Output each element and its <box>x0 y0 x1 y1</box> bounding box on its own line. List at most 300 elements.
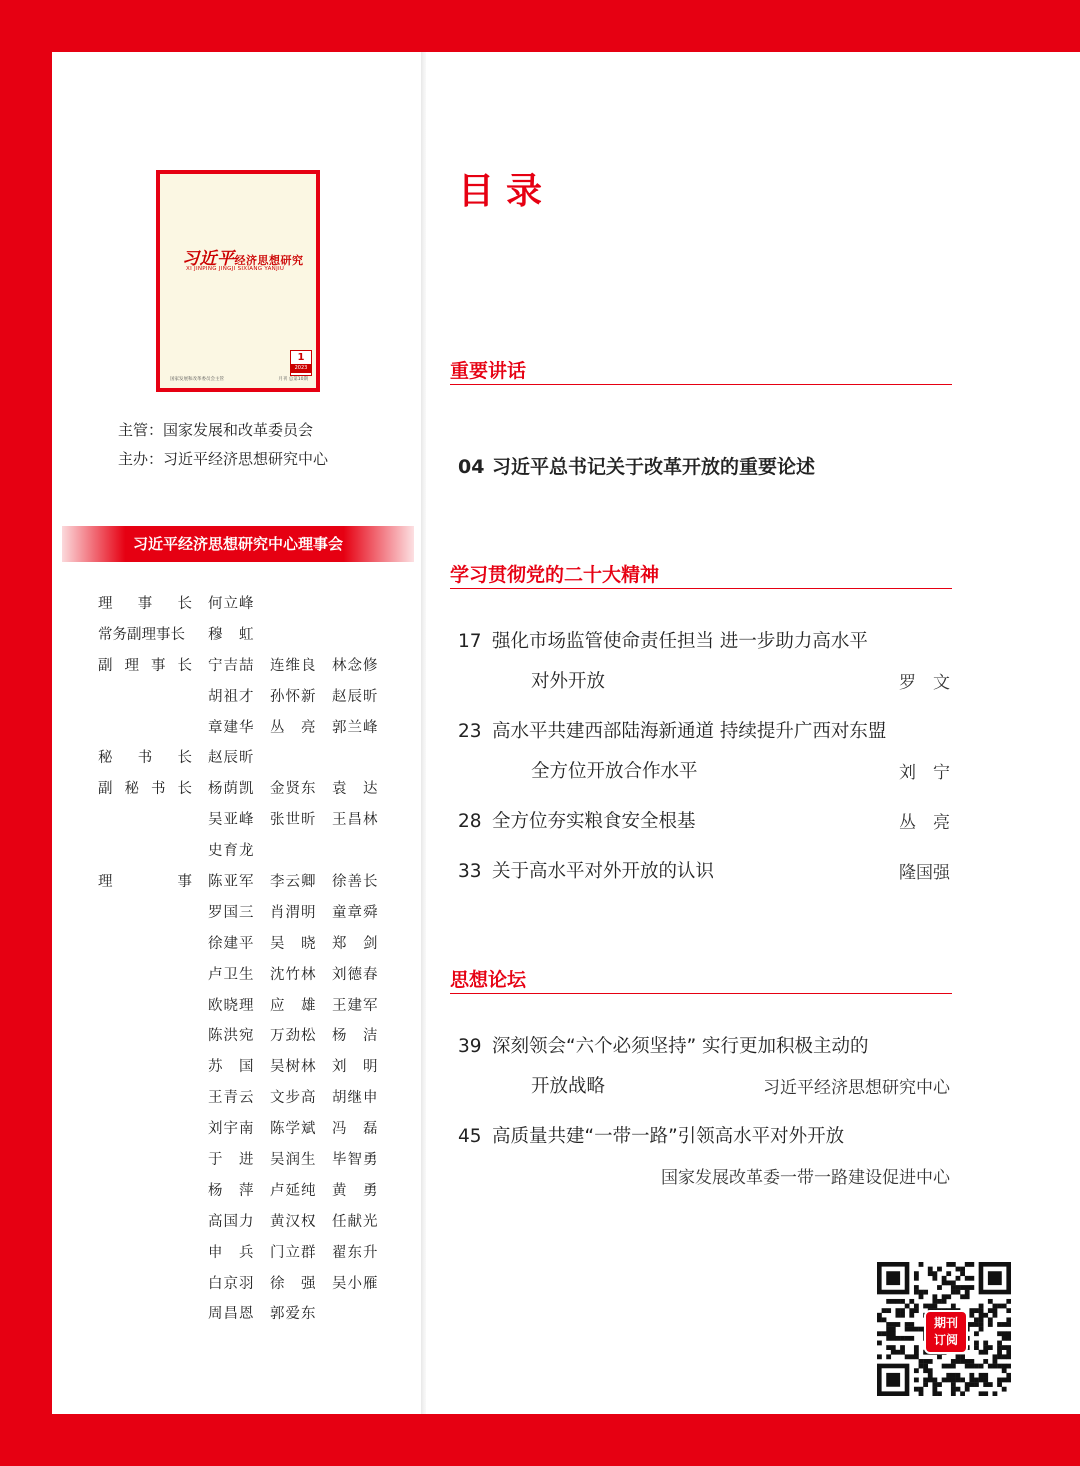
council-member-name: 陈学斌 <box>270 1121 317 1138</box>
toc-entry[interactable] <box>458 857 714 883</box>
council-row <box>98 1296 418 1327</box>
qr-module <box>882 1317 887 1322</box>
role-title-char: 长 <box>177 750 192 767</box>
role-title-char: 秘 <box>124 781 139 798</box>
qr-module <box>965 1382 970 1387</box>
qr-module <box>919 1290 924 1295</box>
council-row <box>98 1049 418 1080</box>
role-title-char: 事 <box>151 657 166 674</box>
council-member-name: 翟东升 <box>332 1244 379 1261</box>
qr-module <box>914 1304 919 1309</box>
qr-module <box>886 1327 891 1332</box>
qr-module <box>946 1373 951 1378</box>
toc-page-number: 04 <box>458 456 485 478</box>
qr-module <box>983 1382 988 1387</box>
qr-module <box>997 1331 1002 1336</box>
qr-module <box>946 1364 951 1369</box>
council-member-name: 郑 剑 <box>332 935 379 952</box>
qr-module <box>919 1262 924 1267</box>
qr-module <box>886 1336 891 1341</box>
qr-module <box>983 1391 988 1396</box>
qr-module <box>965 1262 970 1267</box>
qr-module <box>969 1378 974 1383</box>
qr-module <box>923 1359 928 1364</box>
toc-entry-title: 高水平共建西部陆海新通道 持续提升广西对东盟 <box>492 721 887 742</box>
qr-module <box>974 1317 979 1322</box>
qr-module <box>951 1387 956 1392</box>
qr-module <box>1006 1354 1011 1359</box>
qr-module <box>983 1313 988 1318</box>
council-member-name: 李云卿 <box>270 874 317 891</box>
council-role-title <box>98 592 192 613</box>
qr-module <box>909 1313 914 1318</box>
toc-page-number: 45 <box>458 1126 482 1147</box>
council-row <box>98 1080 418 1111</box>
council-member-name: 卢延纯 <box>270 1182 317 1199</box>
qr-module <box>886 1331 891 1336</box>
cover-issue-number: 1 <box>297 352 305 363</box>
qr-module <box>965 1285 970 1290</box>
qr-module <box>891 1336 896 1341</box>
qr-module <box>951 1285 956 1290</box>
council-member-name: 赵辰昕 <box>208 750 255 767</box>
council-member-name: 白京羽 <box>208 1275 255 1292</box>
qr-module <box>914 1290 919 1295</box>
cover-footer-right: 月刊 总第10期 <box>278 377 308 382</box>
council-row <box>98 1142 418 1173</box>
qr-module <box>928 1378 933 1383</box>
qr-module <box>951 1290 956 1295</box>
toc-entry-title: 深刻领会“六个必须坚持” 实行更加积极主动的 <box>492 1036 869 1057</box>
council-role-title <box>98 870 192 891</box>
qr-module <box>1002 1336 1007 1341</box>
qr-module <box>900 1308 905 1313</box>
qr-module <box>983 1373 988 1378</box>
council-member-name: 王昌林 <box>332 812 379 829</box>
toc-entry-title: 强化市场监管使命责任担当 进一步助力高水平 <box>492 631 868 652</box>
qr-module <box>900 1350 905 1355</box>
qr-module <box>974 1341 979 1346</box>
qr-module <box>895 1308 900 1313</box>
qr-module <box>1006 1373 1011 1378</box>
council-role-title <box>98 746 192 767</box>
council-member-name: 郭兰峰 <box>332 719 379 736</box>
council-member-name: 苏 国 <box>208 1059 255 1076</box>
qr-module <box>951 1304 956 1309</box>
qr-module <box>974 1364 979 1369</box>
qr-module <box>1006 1317 1011 1322</box>
council-member-name: 毕智勇 <box>332 1152 379 1169</box>
role-title-char: 秘 <box>98 750 113 767</box>
qr-module <box>979 1313 984 1318</box>
role-title-char: 书 <box>151 781 166 798</box>
qr-module <box>969 1262 974 1267</box>
organizer-text: 主办：习近平经济思想研究中心 <box>118 450 329 468</box>
qr-module <box>997 1364 1002 1369</box>
qr-module <box>886 1299 891 1304</box>
qr-module <box>946 1378 951 1383</box>
qr-module <box>965 1359 970 1364</box>
council-member-name: 任献光 <box>332 1213 379 1230</box>
role-title-char: 事 <box>137 596 153 612</box>
qr-module <box>905 1336 910 1341</box>
qr-module <box>932 1299 937 1304</box>
qr-module <box>891 1327 896 1332</box>
toc-author: 国家发展改革委一带一路建设促进中心 <box>661 1168 950 1188</box>
council-member-name: 申 兵 <box>208 1244 255 1261</box>
role-title-char: 理 <box>124 657 139 674</box>
council-member-name: 刘德春 <box>332 966 379 983</box>
qr-module <box>988 1308 993 1313</box>
qr-module <box>877 1331 882 1336</box>
qr-module <box>928 1271 933 1276</box>
qr-module <box>969 1373 974 1378</box>
qr-module <box>932 1378 937 1383</box>
qr-module <box>1006 1308 1011 1313</box>
qr-module <box>993 1304 998 1309</box>
qr-module <box>923 1290 928 1295</box>
qr-module <box>914 1354 919 1359</box>
qr-module <box>1006 1364 1011 1369</box>
role-title-char: 副 <box>98 781 113 798</box>
qr-module <box>932 1382 937 1387</box>
council-member-name: 史育龙 <box>208 843 255 860</box>
magazine-cover[interactable] <box>156 170 320 392</box>
cover-title-script: 习近平 <box>182 249 235 269</box>
qr-finder <box>886 1373 900 1387</box>
qr-module <box>983 1350 988 1355</box>
cover-issue-year: 2023 <box>291 364 311 373</box>
qr-module <box>1006 1378 1011 1383</box>
qr-module <box>969 1313 974 1318</box>
qr-module <box>909 1322 914 1327</box>
council-role-title <box>98 654 192 675</box>
subscribe-qr-code[interactable] <box>877 1262 1011 1396</box>
qr-module <box>905 1327 910 1332</box>
toc-page-number: 28 <box>458 811 482 832</box>
qr-module <box>942 1280 947 1285</box>
role-title-char: 副 <box>98 657 113 674</box>
toc-entry[interactable] <box>458 452 815 479</box>
toc-entry-continuation[interactable]: 对外开放 <box>531 671 606 692</box>
qr-module <box>974 1378 979 1383</box>
qr-module <box>895 1350 900 1355</box>
qr-module <box>983 1359 988 1364</box>
qr-module <box>997 1345 1002 1350</box>
qr-module <box>900 1313 905 1318</box>
council-member-name: 宁吉喆 <box>208 657 255 674</box>
qr-module <box>895 1313 900 1318</box>
qr-module <box>1002 1322 1007 1327</box>
qr-module <box>951 1391 956 1396</box>
qr-module <box>997 1341 1002 1346</box>
qr-module <box>993 1313 998 1318</box>
qr-module <box>997 1382 1002 1387</box>
qr-module <box>1006 1299 1011 1304</box>
qr-module <box>951 1373 956 1378</box>
toc-entry[interactable] <box>458 1122 844 1148</box>
council-member-name: 孙怀新 <box>270 688 317 705</box>
qr-module <box>877 1317 882 1322</box>
qr-module <box>969 1308 974 1313</box>
qr-module <box>993 1308 998 1313</box>
qr-module <box>956 1354 961 1359</box>
qr-module <box>965 1387 970 1392</box>
qr-module <box>909 1354 914 1359</box>
qr-module <box>914 1350 919 1355</box>
qr-module <box>932 1304 937 1309</box>
section-heading-important-speech: 重要讲话 <box>450 358 952 385</box>
council-member-name: 万劲松 <box>270 1028 317 1045</box>
qr-module <box>886 1308 891 1313</box>
qr-module <box>1006 1331 1011 1336</box>
qr-module <box>919 1391 924 1396</box>
council-member-name: 高国力 <box>208 1213 255 1230</box>
council-member-name: 金贤东 <box>270 781 317 798</box>
qr-module <box>886 1354 891 1359</box>
qr-module <box>914 1308 919 1313</box>
toc-entry[interactable] <box>458 717 886 743</box>
role-title-char: 常务副理事长 <box>98 626 185 643</box>
council-row <box>98 1018 418 1049</box>
toc-entry[interactable] <box>458 627 868 653</box>
qr-module <box>932 1271 937 1276</box>
qr-finder <box>886 1271 900 1285</box>
qr-module <box>969 1364 974 1369</box>
council-row <box>98 957 418 988</box>
qr-module <box>969 1359 974 1364</box>
council-row <box>98 740 418 771</box>
qr-module <box>877 1354 882 1359</box>
qr-module <box>923 1368 928 1373</box>
supervisor-text: 主管：国家发展和改革委员会 <box>118 421 314 439</box>
qr-module <box>979 1304 984 1309</box>
qr-module <box>919 1387 924 1392</box>
badge-line2: 订阅 <box>933 1333 958 1347</box>
qr-module <box>988 1322 993 1327</box>
role-title-char: 长 <box>177 596 192 612</box>
qr-module <box>937 1299 942 1304</box>
qr-module <box>942 1294 947 1299</box>
qr-module <box>951 1364 956 1369</box>
council-member-name: 郭爱东 <box>270 1306 317 1323</box>
qr-module <box>1002 1364 1007 1369</box>
qr-module <box>997 1378 1002 1383</box>
qr-module <box>979 1322 984 1327</box>
council-member-name: 于 进 <box>208 1152 255 1169</box>
qr-module <box>900 1336 905 1341</box>
qr-module <box>997 1304 1002 1309</box>
qr-module <box>965 1364 970 1369</box>
qr-module <box>1006 1350 1011 1355</box>
qr-module <box>983 1378 988 1383</box>
council-member-name: 欧晓理 <box>208 997 255 1014</box>
qr-module <box>951 1262 956 1267</box>
qr-module <box>997 1354 1002 1359</box>
cover-footer-left: 国家发展和改革委员会主管 <box>170 377 224 382</box>
council-member-name: 王青云 <box>208 1090 255 1107</box>
qr-module <box>882 1308 887 1313</box>
qr-module <box>946 1262 951 1267</box>
toc-author: 习近平经济思想研究中心 <box>763 1078 950 1098</box>
role-title-char: 书 <box>137 750 153 767</box>
toc-page-number: 33 <box>458 861 482 882</box>
qr-module <box>979 1364 984 1369</box>
toc-entry[interactable] <box>458 807 696 833</box>
council-member-name: 连维良 <box>270 657 317 674</box>
qr-module <box>928 1373 933 1378</box>
council-member-name: 肖渭明 <box>270 904 317 921</box>
qr-module <box>956 1373 961 1378</box>
council-row <box>98 988 418 1019</box>
qr-module <box>914 1285 919 1290</box>
qr-module <box>965 1276 970 1281</box>
qr-module <box>909 1308 914 1313</box>
council-member-name: 杨 萍 <box>208 1182 255 1199</box>
qr-module <box>905 1304 910 1309</box>
qr-module <box>951 1382 956 1387</box>
council-member-name: 童章舜 <box>332 904 379 921</box>
toc-author: 罗 文 <box>899 673 950 693</box>
qr-module <box>988 1299 993 1304</box>
qr-module <box>919 1294 924 1299</box>
qr-module <box>928 1368 933 1373</box>
council-member-name: 应 雄 <box>270 997 317 1014</box>
council-row <box>98 648 418 679</box>
council-member-name: 吴润生 <box>270 1152 317 1169</box>
qr-module <box>914 1327 919 1332</box>
qr-module <box>891 1331 896 1336</box>
qr-module <box>960 1267 965 1272</box>
qr-module <box>979 1378 984 1383</box>
qr-module <box>909 1299 914 1304</box>
qr-module <box>956 1359 961 1364</box>
cover-issue-badge <box>290 350 312 376</box>
qr-module <box>937 1354 942 1359</box>
section-heading-thought-forum: 思想论坛 <box>450 967 952 994</box>
qr-module <box>932 1294 937 1299</box>
qr-module <box>988 1345 993 1350</box>
qr-module <box>983 1345 988 1350</box>
qr-module <box>895 1336 900 1341</box>
toc-author: 隆国强 <box>899 863 950 883</box>
qr-module <box>946 1271 951 1276</box>
qr-module <box>923 1304 928 1309</box>
qr-module <box>914 1345 919 1350</box>
role-title-char: 事 <box>177 874 192 891</box>
council-row <box>98 710 418 741</box>
qr-module <box>979 1317 984 1322</box>
qr-module <box>891 1322 896 1327</box>
qr-module <box>900 1345 905 1350</box>
qr-module <box>951 1359 956 1364</box>
council-member-name: 冯 磊 <box>332 1121 379 1138</box>
toc-entry-title: 关于高水平对外开放的认识 <box>492 861 715 882</box>
toc-page-number: 23 <box>458 721 482 742</box>
qr-module <box>895 1322 900 1327</box>
council-row <box>98 926 418 957</box>
council-member-name: 刘宇南 <box>208 1121 255 1138</box>
qr-module <box>960 1391 965 1396</box>
qr-module <box>951 1280 956 1285</box>
council-member-name: 穆 虹 <box>208 626 255 643</box>
qr-module <box>877 1313 882 1318</box>
toc-page-number: 39 <box>458 1036 482 1057</box>
qr-module <box>974 1345 979 1350</box>
toc-page-number: 17 <box>458 631 482 652</box>
qr-module <box>979 1308 984 1313</box>
council-member-name: 黄 勇 <box>332 1182 379 1199</box>
qr-module <box>932 1276 937 1281</box>
qr-module <box>1002 1378 1007 1383</box>
council-row <box>98 833 418 864</box>
council-row <box>98 895 418 926</box>
qr-module <box>946 1280 951 1285</box>
council-row <box>98 864 418 895</box>
council-member-name: 沈竹林 <box>270 966 317 983</box>
council-row <box>98 617 418 648</box>
qr-module <box>965 1294 970 1299</box>
subscribe-badge <box>924 1310 968 1354</box>
qr-module <box>900 1299 905 1304</box>
council-member-name: 杨 洁 <box>332 1028 379 1045</box>
council-member-name: 门立群 <box>270 1244 317 1261</box>
cover-title-text: 经济思想研究 <box>234 254 304 267</box>
qr-module <box>1002 1387 1007 1392</box>
qr-module <box>956 1290 961 1295</box>
toc-entry-continuation[interactable]: 全方位开放合作水平 <box>531 761 698 782</box>
section-heading-twentieth-congress: 学习贯彻党的二十大精神 <box>450 562 952 589</box>
qr-module <box>882 1331 887 1336</box>
council-member-name: 吴小雁 <box>332 1275 379 1292</box>
qr-module <box>960 1271 965 1276</box>
qr-module <box>993 1359 998 1364</box>
qr-module <box>919 1327 924 1332</box>
qr-module <box>937 1382 942 1387</box>
qr-module <box>942 1364 947 1369</box>
qr-module <box>988 1317 993 1322</box>
council-member-name: 王建军 <box>332 997 379 1014</box>
qr-module <box>928 1359 933 1364</box>
qr-module <box>1002 1331 1007 1336</box>
toc-entry-title: 全方位夯实粮食安全根基 <box>492 811 696 832</box>
council-member-name: 刘 明 <box>332 1059 379 1076</box>
council-member-list <box>98 586 418 1327</box>
qr-module <box>1002 1304 1007 1309</box>
qr-module <box>960 1378 965 1383</box>
qr-module <box>993 1364 998 1369</box>
badge-line1: 期刊 <box>933 1316 958 1330</box>
council-title-bar: 习近平经济思想研究中心理事会 <box>62 526 414 562</box>
qr-module <box>928 1304 933 1309</box>
toc-entry-title: 高质量共建“一带一路”引领高水平对外开放 <box>492 1126 845 1147</box>
qr-module <box>923 1364 928 1369</box>
qr-module <box>919 1364 924 1369</box>
qr-module <box>988 1382 993 1387</box>
qr-module <box>979 1327 984 1332</box>
role-title-char: 理 <box>98 874 113 891</box>
qr-module <box>891 1350 896 1355</box>
toc-entry-continuation[interactable]: 开放战略 <box>531 1076 606 1097</box>
qr-module <box>993 1391 998 1396</box>
council-row <box>98 586 418 617</box>
toc-entry[interactable] <box>458 1032 869 1058</box>
council-row <box>98 1235 418 1266</box>
qr-module <box>993 1354 998 1359</box>
qr-module <box>1002 1345 1007 1350</box>
qr-module <box>919 1359 924 1364</box>
qr-module <box>905 1354 910 1359</box>
